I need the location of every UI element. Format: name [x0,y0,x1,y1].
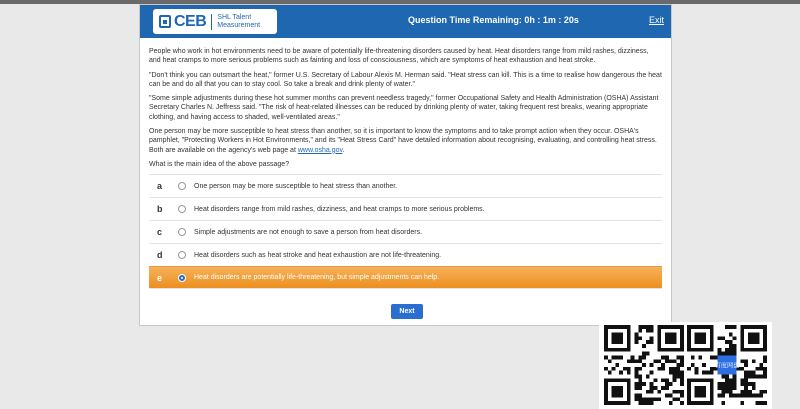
passage-paragraph-3: "Some simple adjustments during these hot summer months can prevent needless tragedy," former Occupational Safety and Health Administration (OSHA) Assistant Secretary Charles N. Jeffress said. "The risk of heat-related illnesses can be reduced by drinking plenty of water, taking frequent rest breaks, wearing appropriate clothing, and having access to shaded, well-ventilated areas." [149,95,659,121]
option-text: Heat disorders such as heat stroke and heat exhaustion are not life-threatening. [194,251,442,259]
option-letter: d [157,250,163,261]
radio-button-selected[interactable] [178,274,186,282]
header-bar [140,5,671,38]
option-text: One person may be more susceptible to heat stress than another. [194,182,398,190]
qr-code-image [604,325,684,405]
option-letter: c [157,227,163,238]
logo-subtext: SHL Talent Measurement [217,13,261,29]
option-b[interactable] [149,197,662,220]
option-letter: b [157,204,163,215]
building-icon [159,15,171,28]
question-timer: Question Time Remaining: 0h : 1m : 20s [408,15,579,25]
option-c[interactable] [149,220,662,243]
option-a[interactable] [149,174,662,197]
radio-button[interactable] [178,182,186,190]
passage [140,38,671,169]
option-letter: a [157,181,163,192]
osha-link[interactable]: www.osha.gov [297,146,343,154]
qr-code-image [687,325,767,405]
ceb-logo [153,9,277,34]
radio-button[interactable] [178,228,186,236]
question-text: What is the main idea of the above passage? [149,160,290,168]
answer-options [149,174,662,289]
qr-center-label: 百度网盘 [714,362,740,370]
passage-paragraph-1: People who work in hot environments need to be aware of potentially life-threatening disorders caused by heat. Heat disorders range from mild rashes, dizziness, and heat cramps to more serious problems such as fainting and loss of consciousness, which are symptoms of heat exhaustion and heat stroke. [149,48,649,65]
radio-button[interactable] [178,205,186,213]
passage-paragraph-4 [149,127,662,155]
option-d[interactable] [149,243,662,266]
passage-paragraph-2: "Don't think you can outsmart the heat," former U.S. Secretary of Labour Alexis M. Herman said. "Heat stress can kill. This is a time to realise how dangerous the heat can be and do all that you can to stay cool. So take a break and drink plenty of water." [149,71,662,88]
passage-paragraph-4-text: One person may be more susceptible to heat stress than another, so it is important to know the symptoms and to take prompt action when they occur. OSHA's pamphlet, "Protecting Workers in Hot Environments," and its "Heat Stress Card" have detailed information about recognising, evaluating, and controlling heat stress. Both are available on the agency's web page at [149,128,657,154]
exit-link[interactable]: Exit [648,15,664,25]
option-letter: e [157,272,163,283]
radio-button[interactable] [178,251,186,259]
test-window [139,4,672,326]
passage-paragraph-4-end: . [342,146,345,154]
logo-text: CEB [174,12,207,30]
qr-code-overlay [599,322,772,409]
option-e[interactable] [149,266,662,289]
option-text: Heat disorders are potentially life-threatening, but simple adjustments can help. [194,274,440,282]
option-text: Heat disorders range from mild rashes, dizziness, and heat cramps to more serious problems. [194,205,485,213]
next-button[interactable]: Next [391,304,423,319]
logo-divider [211,14,212,30]
option-text: Simple adjustments are not enough to save a person from heat disorders. [194,228,423,236]
